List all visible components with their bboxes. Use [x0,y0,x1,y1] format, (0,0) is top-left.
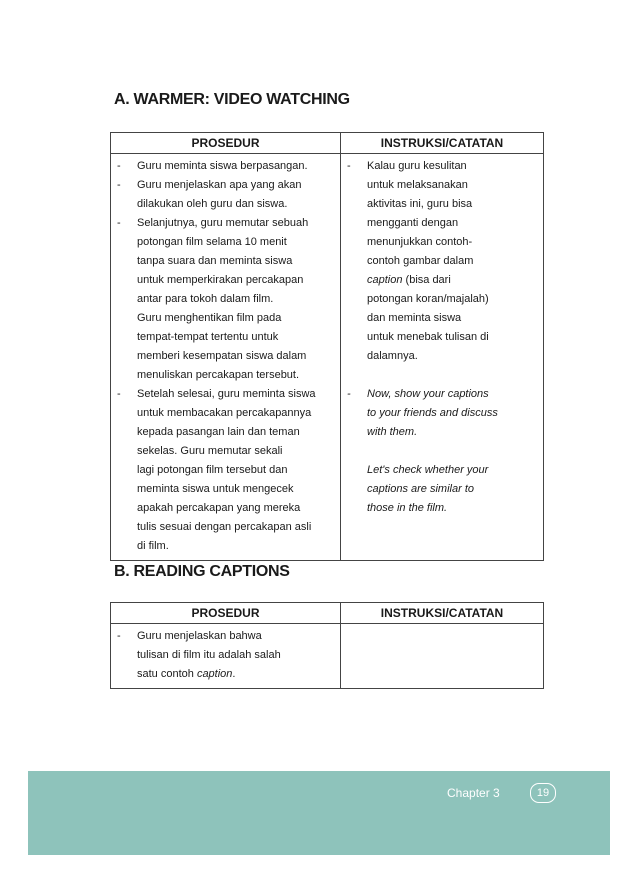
page-number: 19 [530,783,556,803]
table-header-row [111,603,544,624]
procedure-cell [111,624,341,689]
chapter-label: Chapter 3 [447,786,500,800]
procedure-cell [111,154,341,561]
section-a-heading: A. WARMER: VIDEO WATCHING [114,91,350,108]
column-header-instruction: INSTRUKSI/CATATAN [341,603,544,624]
list-item: - Now, show your captions to your friends and discuss with them. [345,385,539,442]
instruction-cell [341,154,544,561]
list-item: - Selanjutnya, guru memutar sebuah potongan film selama 10 menit tanpa suara dan meminta siswa untuk memperkirakan percakapan antar para tokoh dalam film. Guru menghentikan film pada tempat-tempat tertentu untuk memberi kesempatan siswa dalam menuliskan percakapan tersebut. [115,214,336,385]
instruction-list [345,157,539,518]
column-header-procedure: PROSEDUR [111,603,341,624]
list-item: - Guru meminta siswa berpasangan. [115,157,336,176]
column-header-procedure: PROSEDUR [111,133,341,154]
list-item: - Setelah selesai, guru meminta siswa untuk membacakan percakapannya kepada pasangan lain dan teman sekelas. Guru memutar sekali lagi potongan film tersebut dan meminta siswa untuk mengecek apakah percakapan yang mereka tulis sesuai dengan percakapan asli di film. [115,385,336,556]
procedure-list [115,157,336,556]
table-header-row [111,133,544,154]
list-item: - Guru menjelaskan apa yang akan dilakukan oleh guru dan siswa. [115,176,336,214]
instruction-cell [341,624,544,689]
list-item: - Guru menjelaskan bahwa tulisan di film itu adalah salah satu contoh caption. [115,627,336,684]
procedure-list [115,627,336,684]
section-b-heading: B. READING CAPTIONS [114,563,290,580]
column-header-instruction: INSTRUKSI/CATATAN [341,133,544,154]
table-row [111,154,544,561]
footer-band [28,771,610,855]
table-row [111,624,544,689]
warmer-table [110,132,544,561]
list-item: Let's check whether your captions are similar to those in the film. [367,464,489,514]
reading-captions-table [110,602,544,689]
list-item: - Kalau guru kesulitan untuk melaksanakan aktivitas ini, guru bisa mengganti dengan menunjukkan contoh- contoh gambar dalam caption (bisa dari potongan koran/majalah) dan meminta siswa untuk menebak tulisan di dalamnya. [345,157,539,366]
